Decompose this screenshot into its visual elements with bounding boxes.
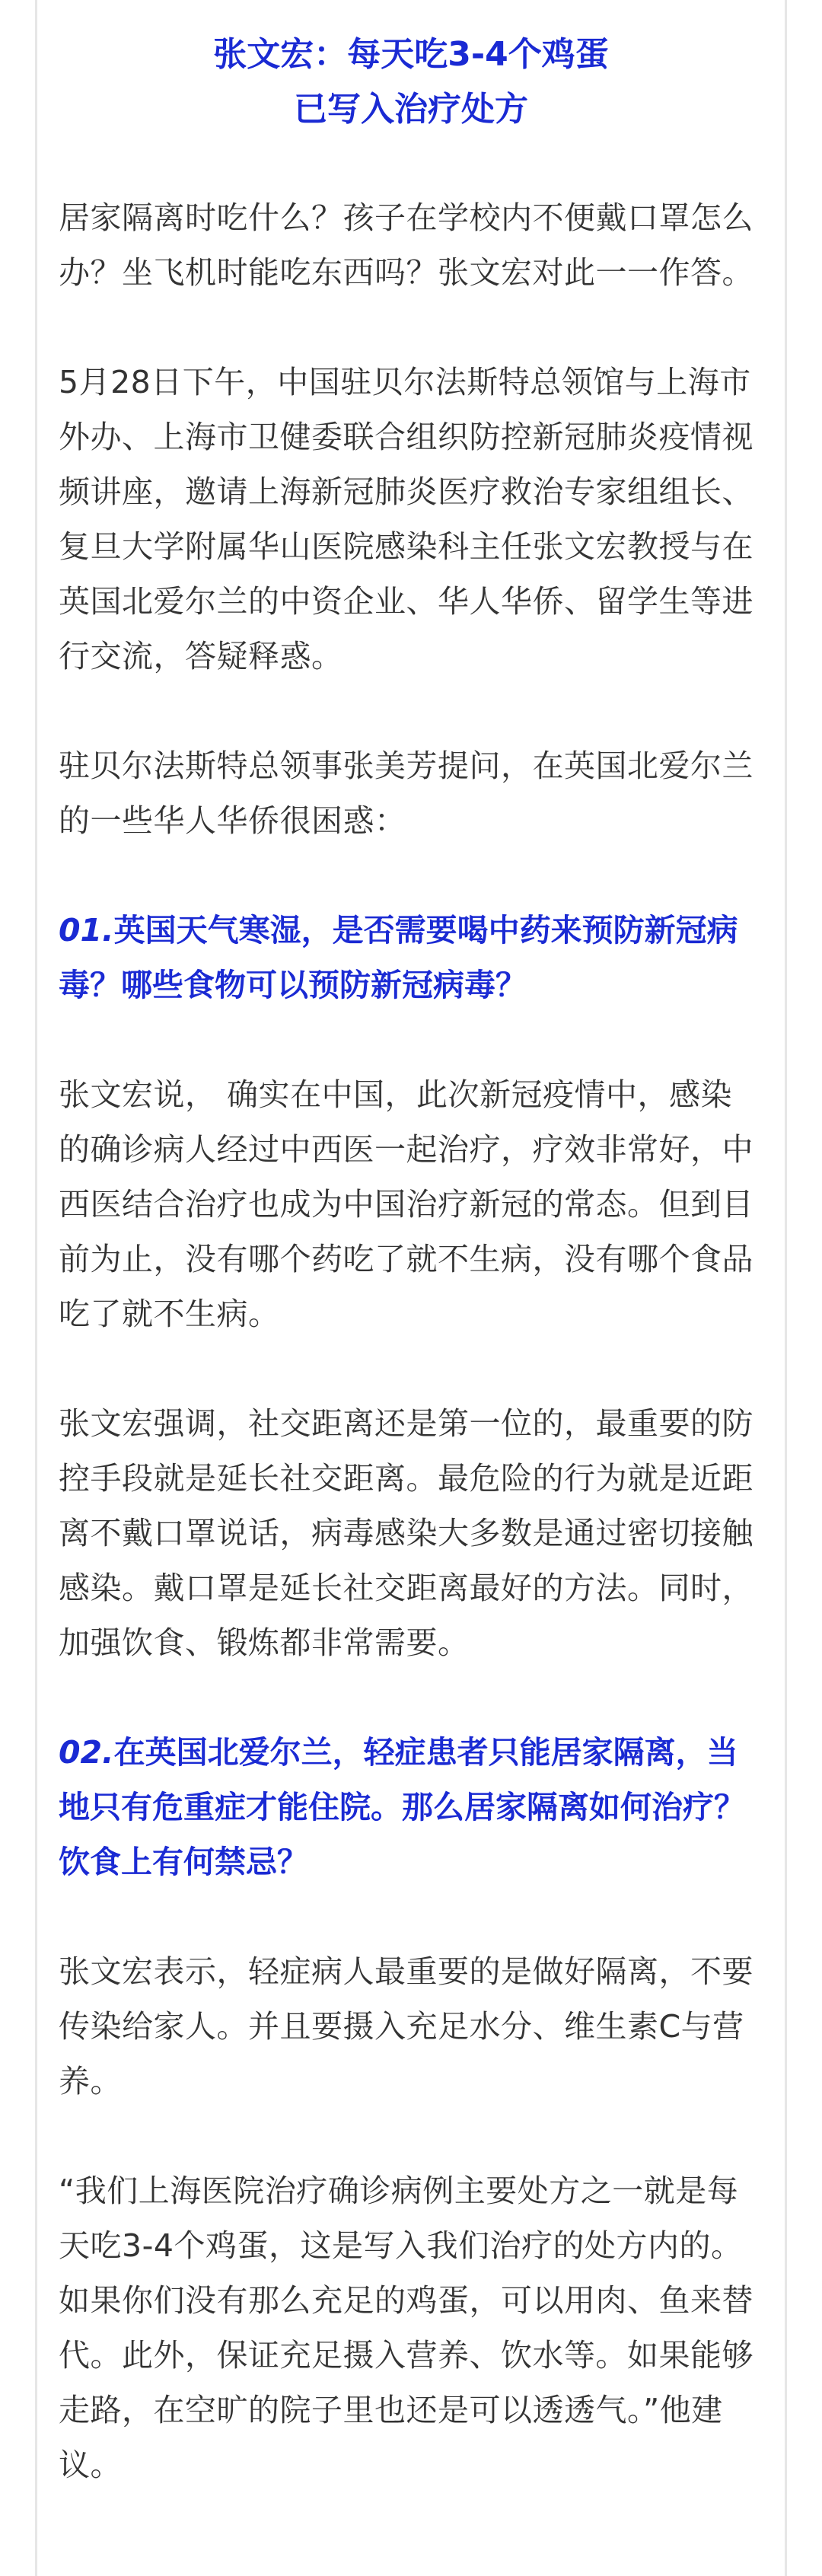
article-content	[59, 27, 763, 2547]
question-2-number: 02.	[59, 1734, 114, 1771]
question-1-text: 英国天气寒湿，是否需要喝中药来预防新冠病毒？哪些食物可以预防新冠病毒？	[59, 912, 738, 1003]
question-1-heading	[59, 903, 763, 1012]
question-context-paragraph: 驻贝尔法斯特总领事张美芳提问，在英国北爱尔兰的一些华人华侨很困惑：	[59, 748, 754, 839]
answer-2-paragraph-2: “我们上海医院治疗确诊病例主要处方之一就是每天吃3-4个鸡蛋，这是写入我们治疗的处方内的。如果你们没有那么充足的鸡蛋，可以用肉、鱼来替代。此外，保证充足摄入营养、饮水等。如果能够走路，在空旷的院子里也还是可以透透气。”他建议。	[59, 2173, 754, 2483]
title-line-2: 已写入治疗处方	[294, 90, 528, 129]
answer-1-paragraph-2: 张文宏强调，社交距离还是第一位的，最重要的防控手段就是延长社交距离。最危险的行为就是近距离不戴口罩说话，病毒感染大多数是通过密切接触感染。戴口罩是延长社交距离最好的方法。同时，加强饮食、锻炼都非常需要。	[59, 1405, 754, 1661]
question-1-number: 01.	[59, 912, 114, 948]
answer-1-paragraph-1: 张文宏说， 确实在中国，此次新冠疫情中，感染的确诊病人经过中西医一起治疗，疗效非常好，中西医结合治疗也成为中国治疗新冠的常态。但到目前为止，没有哪个药吃了就不生病，没有哪个食品吃了就不生病。	[59, 1076, 754, 1332]
article-card	[35, 0, 787, 2576]
title-line-1: 张文宏：每天吃3-4个鸡蛋	[213, 35, 609, 74]
article-title	[59, 27, 763, 137]
question-2-text: 在英国北爱尔兰，轻症患者只能居家隔离，当地只有危重症才能住院。那么居家隔离如何治疗？饮食上有何禁忌？	[59, 1734, 745, 1880]
answer-2-paragraph-1: 张文宏表示，轻症病人最重要的是做好隔离，不要传染给家人。并且要摄入充足水分、维生素C与营养。	[59, 1953, 754, 2099]
question-2-heading	[59, 1725, 763, 1889]
intro-paragraph: 居家隔离时吃什么？孩子在学校内不便戴口罩怎么办？坐飞机时能吃东西吗？张文宏对此一一作答。	[59, 199, 754, 291]
event-paragraph: 5月28日下午，中国驻贝尔法斯特总领馆与上海市外办、上海市卫健委联合组织防控新冠肺炎疫情视频讲座，邀请上海新冠肺炎医疗救治专家组组长、复旦大学附属华山医院感染科主任张文宏教授与在英国北爱尔兰的中资企业、华人华侨、留学生等进行交流，答疑释惑。	[59, 364, 754, 674]
